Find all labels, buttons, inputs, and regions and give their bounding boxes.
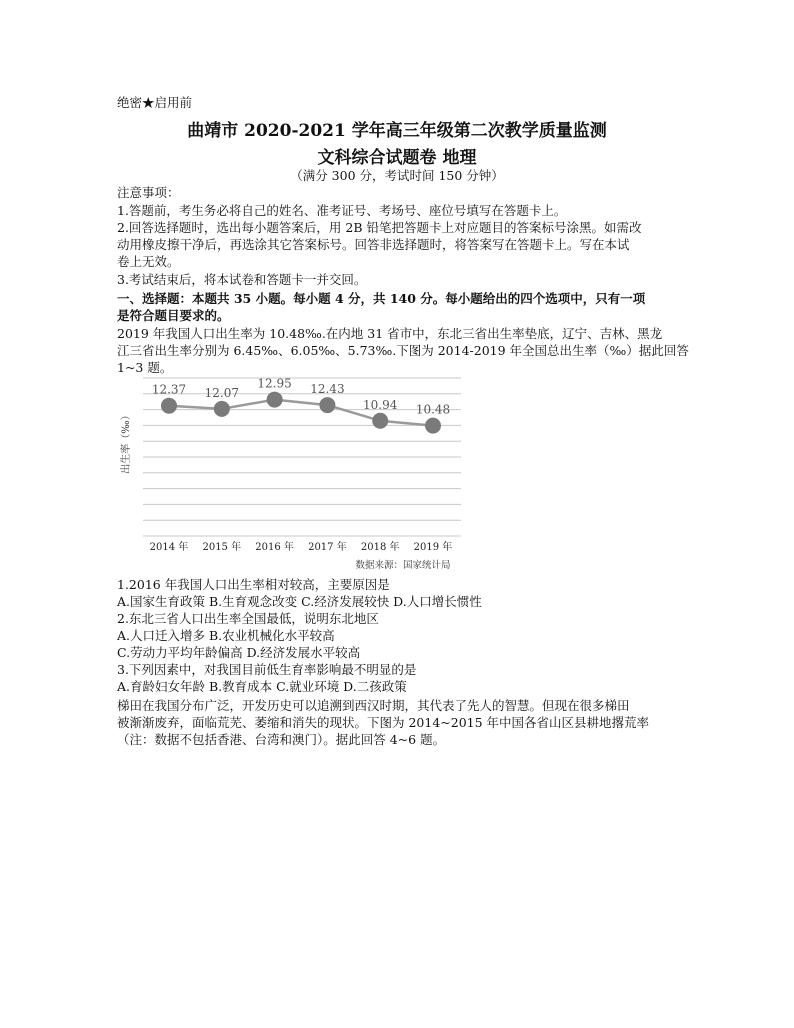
exam-note: （满分 300 分，考试时间 150 分钟） <box>290 168 504 183</box>
question-1-options: A.国家生育政策 B.生育观念改变 C.经济发展较快 D.人口增长惯性 <box>117 594 482 609</box>
chart-x-tick-label: 2017 年 <box>308 542 347 553</box>
instructions-heading: 注意事项： <box>117 185 180 200</box>
question-2-stem: 2.东北三省人口出生率全国最低，说明东北地区 <box>117 611 379 626</box>
question-3-options: A.育龄妇女年龄 B.教育成本 C.就业环境 D.二孩政策 <box>117 679 407 694</box>
chart-data-labels <box>152 377 450 417</box>
chart-y-axis-label: 出生率（‰） <box>121 410 132 474</box>
chart-points <box>161 392 441 434</box>
instruction-line: 2.回答选择题时，选出每小题答案后，用 2B 铅笔把答题卡上对应题目的答案标号涂黑。如需改 <box>117 220 642 235</box>
instruction-line: 卷上无效。 <box>117 254 180 269</box>
section-heading-cont: 是符合题目要求的。 <box>117 308 230 323</box>
passage-line: 梯田在我国分布广泛，开发历史可以追溯到西汉时期，其代表了先人的智慧。但现在很多梯田 <box>117 698 630 713</box>
passage-line: 被渐渐废弃，面临荒芜、萎缩和消失的现状。下图为 2014~2015 年中国各省山区县耕地撂荒率 <box>117 715 650 730</box>
question-3-stem: 3.下列因素中，对我国目前低生育率影响最不明显的是 <box>117 662 417 677</box>
chart-data-label: 12.07 <box>204 385 239 400</box>
chart-point <box>267 392 283 408</box>
chart-data-label: 12.37 <box>151 382 187 397</box>
birth-rate-line-chart <box>115 368 465 572</box>
chart-data-label: 10.48 <box>415 402 451 417</box>
chart-x-tick-label: 2019 年 <box>413 542 453 553</box>
passage-line: （注：数据不包括香港、台湾和澳门）。据此回答 4~6 题。 <box>117 732 446 747</box>
exam-title: 曲靖市 2020-2021 学年高三年级第二次教学质量监测 <box>187 121 607 141</box>
instruction-line: 1.答题前，考生务必将自己的姓名、准考证号、考场号、座位号填写在答题卡上。 <box>117 203 567 218</box>
chart-point <box>372 413 388 429</box>
chart-data-label: 10.94 <box>363 397 398 412</box>
chart-data-label: 12.95 <box>257 376 292 391</box>
instruction-line: 动用橡皮擦干净后，再选涂其它答案标号。回答非选择题时，将答案写在答题卡上。写在本试 <box>117 237 630 252</box>
question-2-options: C.劳动力平均年龄偏高 D.经济发展水平较高 <box>117 645 361 660</box>
question-1-stem: 1.2016 年我国人口出生率相对较高，主要原因是 <box>117 577 390 592</box>
section-heading: 一、选择题：本题共 35 小题。每小题 4 分，共 140 分。每小题给出的四个选项中，只有一项 <box>117 291 646 306</box>
passage-line: 江三省出生率分别为 6.45‰、6.05‰、5.73‰.下图为 2014-2019 年全国总出生率（‰）据此回答 <box>117 343 689 358</box>
chart-point <box>161 398 177 414</box>
chart-x-ticks <box>150 540 453 553</box>
instruction-line: 3.考试结束后，将本试卷和答题卡一并交回。 <box>117 272 367 287</box>
chart-point <box>425 418 441 434</box>
chart-x-tick-label: 2015 年 <box>202 542 242 553</box>
chart-point <box>214 401 230 417</box>
secret-tag: 绝密★启用前 <box>117 95 193 110</box>
chart-x-tick-label: 2018 年 <box>360 542 400 553</box>
question-2-options: A.人口迁入增多 B.农业机械化水平较高 <box>117 628 335 643</box>
chart-data-label: 12.43 <box>310 382 345 397</box>
passage-line: 1~3 题。 <box>117 360 173 375</box>
chart-point <box>319 397 335 413</box>
exam-subtitle: 文科综合试题卷 地理 <box>317 148 477 168</box>
chart-x-tick-label: 2016 年 <box>255 542 294 553</box>
chart-source: 数据来源：国家统计局 <box>355 560 451 571</box>
passage-line: 2019 年我国人口出生率为 10.48‰.在内地 31 省市中，东北三省出生率垫底，辽宁、吉林、黑龙 <box>117 326 663 341</box>
chart-x-tick-label: 2014 年 <box>149 542 189 553</box>
